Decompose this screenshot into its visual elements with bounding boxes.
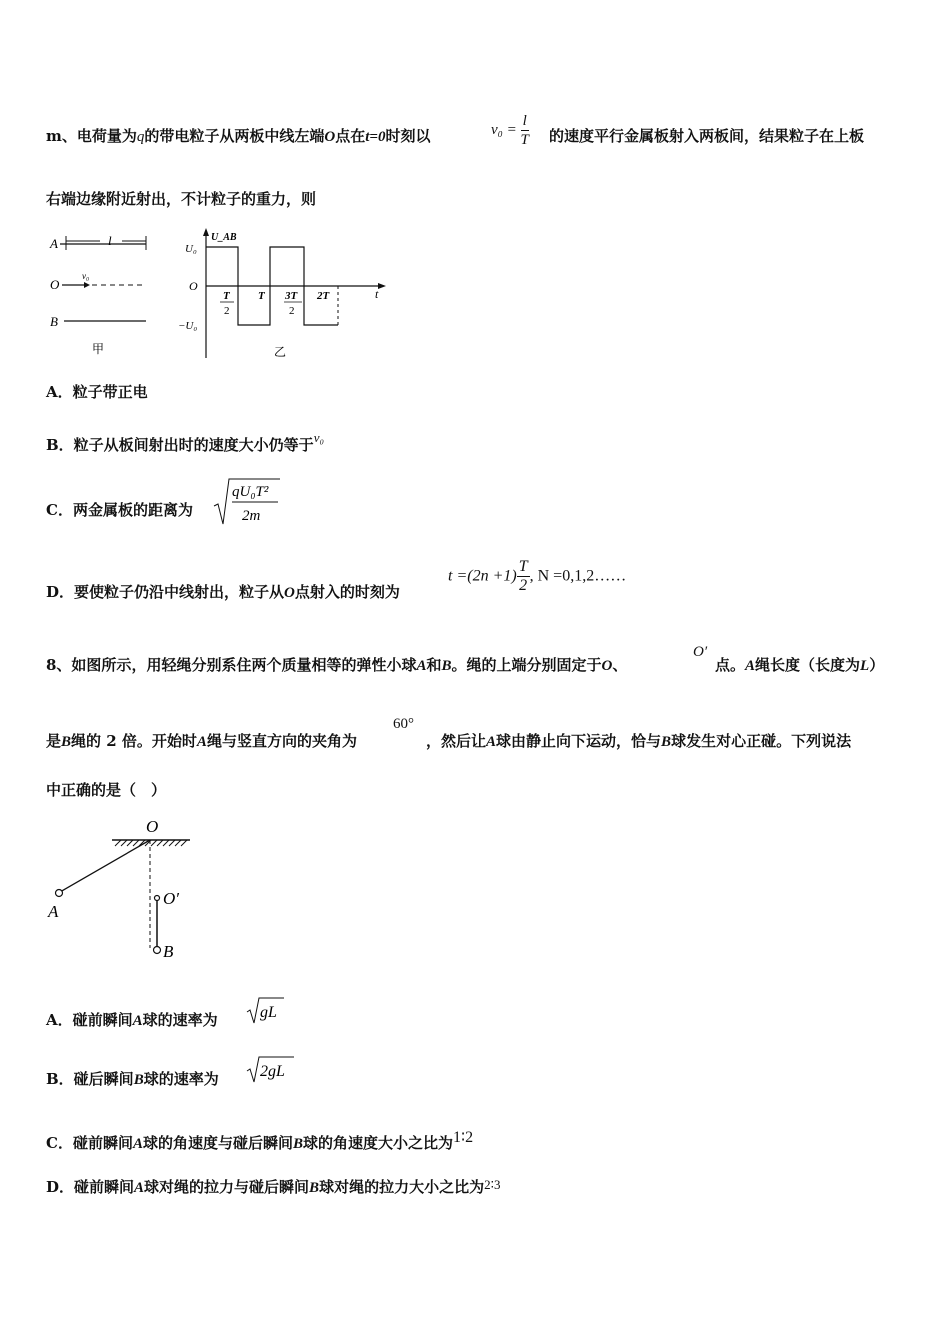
q8-option-A <box>46 1010 218 1031</box>
q8-sep: 、 <box>612 656 628 674</box>
q8-option-C-ballB: B <box>292 1136 303 1152</box>
q8-option-C-suffix: 球的角速度大小之比为 <box>303 1134 454 1152</box>
q7-D-frac-den: 2 <box>519 577 528 594</box>
q7-option-B-text: B．粒子从板间射出时的速度大小仍等于 <box>46 436 314 454</box>
q8-A-2: A <box>745 658 756 674</box>
q7-option-D <box>46 582 400 603</box>
v0-fraction <box>521 112 529 149</box>
q8-option-D-ballB: B <box>309 1180 320 1196</box>
q8-angle: 60° <box>393 716 414 732</box>
q8-A-1: A <box>416 658 427 674</box>
yi-y-arrowhead <box>203 228 209 236</box>
q7-D-rhs: , N =0,1,2…… <box>529 567 627 585</box>
yi-label-t: t <box>375 287 379 301</box>
q8-B-1: B <box>441 658 452 674</box>
q7-option-C-sqrt <box>212 476 282 528</box>
jia-label-B: B <box>50 314 58 329</box>
pendulum-figure <box>42 812 202 967</box>
q8-option-B-suffix: 球的速率为 <box>143 1070 219 1088</box>
q8-option-A-prefix: A．碰前瞬间 <box>46 1011 133 1029</box>
rope-A <box>60 840 150 892</box>
yi-tick-2T: 2T <box>317 290 330 302</box>
jia-label-O: O <box>50 277 60 292</box>
q8-line1-tail: 绳长度（长度为 <box>755 656 861 674</box>
yi-caption: 乙 <box>274 345 287 359</box>
q8-L: L <box>860 658 870 674</box>
q8-line1-suffix: 点。 <box>715 656 746 674</box>
fig-label-A: A <box>48 902 59 921</box>
jia-label-v0: v₀ <box>82 271 90 281</box>
ceiling-hatch <box>115 840 187 846</box>
yi-tick-3T-den: 2 <box>289 305 295 317</box>
q8-option-D-ballA: A <box>134 1180 145 1196</box>
q8-option-A-suffix: 球的速率为 <box>142 1011 218 1029</box>
q8-option-B <box>46 1069 219 1090</box>
q8-line1-mid: 。绳的上端分别固定于 <box>451 656 602 674</box>
q7-option-A: A．粒子带正电 <box>46 383 148 401</box>
v0-formula <box>491 112 529 149</box>
q8-A-4: A <box>486 734 497 750</box>
q8-option-A-ball: A <box>132 1013 143 1029</box>
yi-label-negU0: −U₀ <box>178 320 198 332</box>
q7-C-num: qU₀T² <box>232 484 269 500</box>
q8-and: 和 <box>426 656 442 674</box>
q8-line1-end <box>715 655 884 676</box>
yi-t-arrowhead <box>378 283 386 289</box>
q8-A-math: gL <box>260 1004 277 1021</box>
q8-option-C-math: 1∶2 <box>453 1129 474 1146</box>
q8-B-math: 2gL <box>260 1063 285 1080</box>
v0-arrowhead <box>84 282 90 288</box>
q8-option-B-sqrt <box>246 1055 296 1085</box>
q8-option-C-mid: 球的角速度与碰后瞬间 <box>142 1134 293 1152</box>
q8-line3: 中正确的是（ ） <box>46 781 167 799</box>
q7-option-C-text: C．两金属板的距离为 <box>46 501 193 519</box>
q7-option-B-math: v₀ <box>313 430 324 445</box>
jia-caption: 甲 <box>92 342 105 356</box>
q8-line2-mid4: 球由静止向下运动，恰与 <box>496 732 662 750</box>
q7-option-D-o: O <box>284 585 295 601</box>
q8-line1 <box>46 655 627 676</box>
q8-B-2: B <box>61 734 72 750</box>
ball-A <box>56 890 63 897</box>
q7-option-B <box>46 428 324 455</box>
q8-option-B-ball: B <box>133 1072 144 1088</box>
q7-D-formula <box>448 558 626 595</box>
q8-A-3: A <box>196 734 207 750</box>
q8-option-C <box>46 1128 473 1154</box>
q8-B-3: B <box>661 734 672 750</box>
q8-line2-end <box>426 731 851 752</box>
pivot-O-prime <box>155 896 160 901</box>
fig-label-B: B <box>163 942 174 961</box>
yi-label-O: O <box>189 279 198 293</box>
q7-line1-mid3: 时刻以 <box>385 127 431 145</box>
q7-line1-mid1: 的带电粒子从两板中线左端 <box>144 127 325 145</box>
q7-D-frac-num: T <box>518 558 528 575</box>
q7-line1-mid2: 点在 <box>335 127 366 145</box>
q7-line1 <box>46 126 430 147</box>
yi-tick-halfT-num: T <box>223 290 230 302</box>
q7-line1-prefix: m、电荷量为 <box>46 127 137 145</box>
fig-label-O: O <box>146 817 159 836</box>
q8-close: ） <box>869 656 885 674</box>
q8-option-D-mid: 球对绳的拉力与碰后瞬间 <box>144 1178 310 1196</box>
yi-axis-label: U_AB <box>211 232 237 243</box>
yi-label-U0: U₀ <box>185 243 197 255</box>
q8-option-D <box>46 1175 500 1198</box>
q8-option-D-math: 2∶3 <box>484 1177 501 1192</box>
q8-line2-mid1: 绳的 2 倍。开始时 <box>71 732 197 750</box>
q8-option-D-suffix: 球对绳的拉力大小之比为 <box>319 1178 485 1196</box>
q7-option-C <box>46 500 193 520</box>
ball-B <box>154 947 161 954</box>
yi-tick-halfT-den: 2 <box>224 305 230 317</box>
q8-line1-prefix: 8、如图所示，用轻绳分别系住两个质量相等的弹性小球 <box>46 656 417 674</box>
q8-option-D-prefix: D．碰前瞬间 <box>46 1178 135 1196</box>
v0-num: l <box>521 112 529 131</box>
t0-symbol: t=0 <box>365 129 386 145</box>
q7-D-frac <box>517 558 530 595</box>
v0-lhs: v₀ = <box>491 122 517 138</box>
q7-line2: 右端边缘附近射出，不计粒子的重力，则 <box>46 190 317 208</box>
q8-line2-mid3: ，然后让 <box>426 732 487 750</box>
q8-line2-mid2: 绳与竖直方向的夹角为 <box>206 732 357 750</box>
jia-label-l: l <box>108 233 112 248</box>
q8-line2-prefix: 是 <box>46 732 62 750</box>
q8-line2-suffix: 球发生对心正碰。下列说法 <box>671 732 852 750</box>
q8-O: O <box>601 658 613 674</box>
q7-C-den: 2m <box>242 508 261 524</box>
q7-option-D-mid: 点射入的时刻为 <box>294 583 400 601</box>
fig-label-Oprime: O′ <box>163 889 179 908</box>
q8-option-A-sqrt <box>246 996 286 1026</box>
q8-option-B-prefix: B．碰后瞬间 <box>46 1070 134 1088</box>
yi-tick-T: T <box>258 290 265 302</box>
q8-O-prime: O′ <box>693 644 708 660</box>
q8-option-C-prefix: C．碰前瞬间 <box>46 1134 133 1152</box>
q7-D-lhs: t =(2n +1) <box>448 567 517 585</box>
q7-line1-suffix: 的速度平行金属板射入两板间，结果粒子在上板 <box>549 127 865 145</box>
q8-option-C-ballA: A <box>132 1136 143 1152</box>
jia-label-A: A <box>50 236 58 251</box>
figure-jia <box>40 228 170 358</box>
v0-den: T <box>520 132 529 148</box>
o-symbol: O <box>324 129 336 145</box>
q-symbol: q <box>136 129 145 145</box>
q8-line2 <box>46 731 357 752</box>
figure-yi <box>175 226 390 360</box>
q7-option-D-prefix: D．要使粒子仍沿中线射出，粒子从 <box>46 583 285 601</box>
yi-tick-3T-num: 3T <box>285 290 298 302</box>
